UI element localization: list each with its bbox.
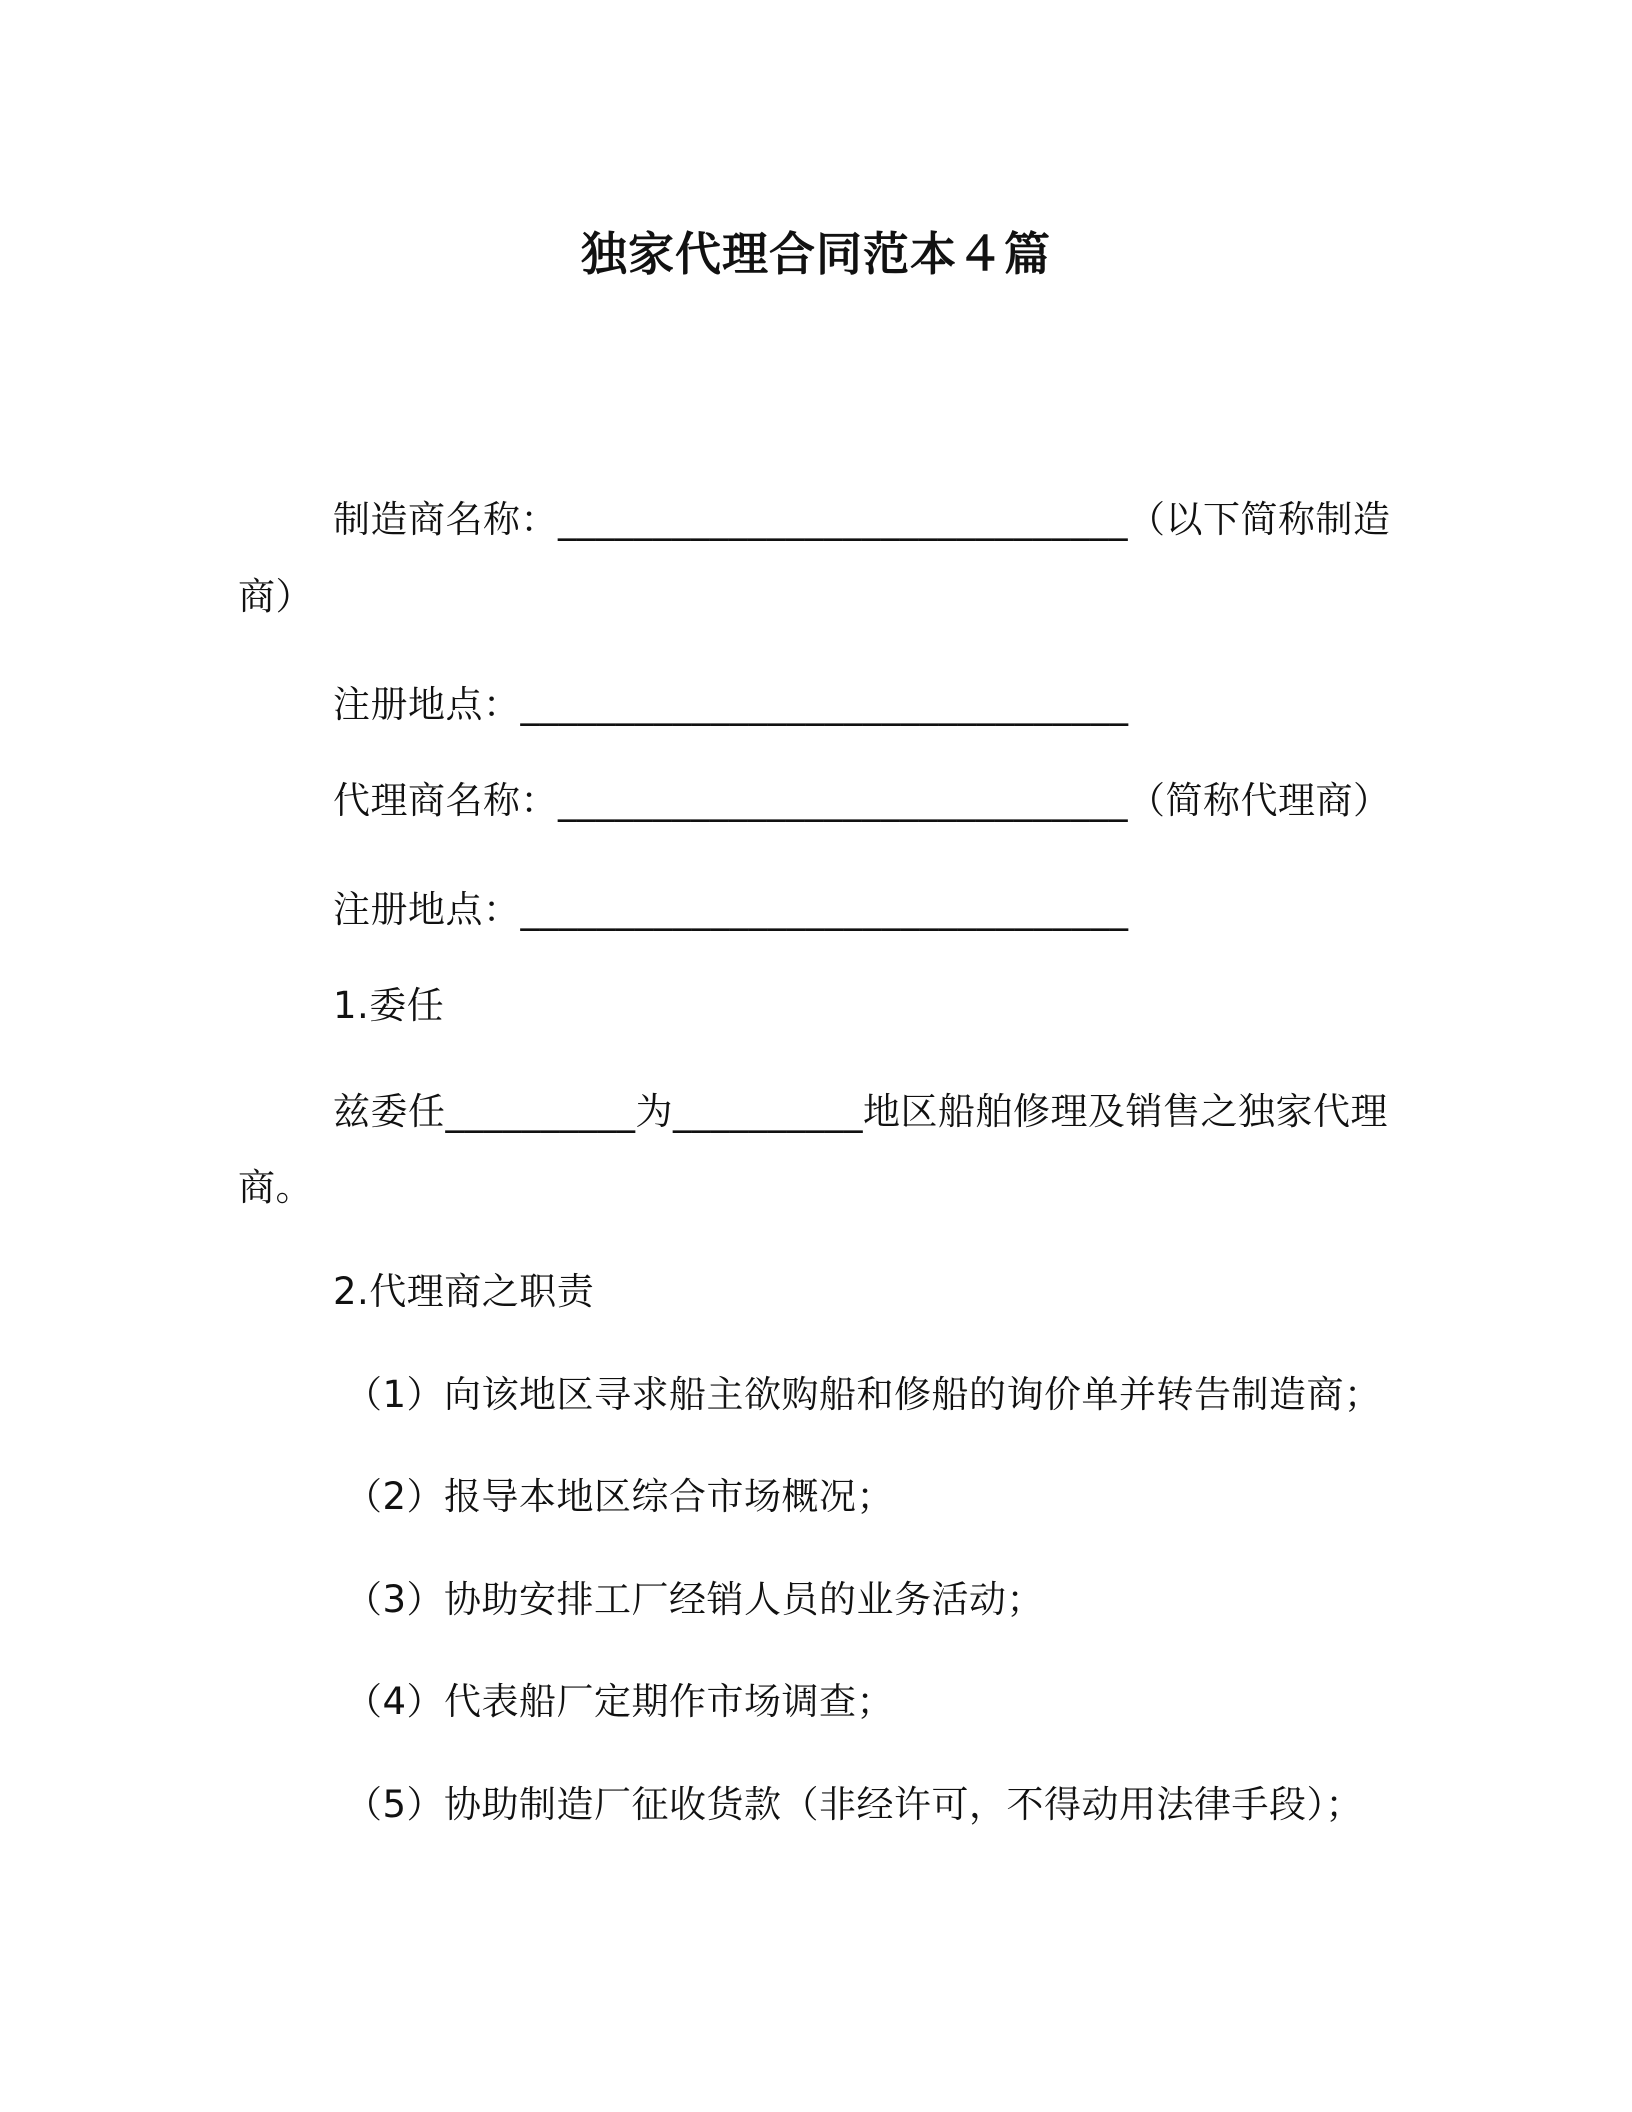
document-title: 独家代理合同范本４篇 bbox=[581, 227, 1051, 281]
agent-address-line: 注册地点：________________________________ bbox=[333, 888, 1129, 931]
appointment-clause: 兹委任__________为__________地区船舶修理及销售之独家代理 bbox=[333, 1090, 1388, 1133]
section-heading-appointment: 1.委任 bbox=[333, 984, 445, 1027]
duty-item-1: （1）向该地区寻求船主欲购船和修船的询价单并转告制造商； bbox=[345, 1373, 1382, 1416]
duty-item-2: （2）报导本地区综合市场概况； bbox=[345, 1475, 895, 1518]
manufacturer-name-line-continued: 商） bbox=[238, 575, 313, 618]
appointment-clause-continued: 商。 bbox=[238, 1166, 313, 1209]
duty-item-5: （5）协助制造厂征收货款（非经许可，不得动用法律手段）； bbox=[345, 1783, 1364, 1826]
duty-item-3: （3）协助安排工厂经销人员的业务活动； bbox=[345, 1578, 1045, 1621]
agent-name-line: 代理商名称：______________________________（简称代理商） bbox=[333, 779, 1391, 822]
duty-item-4: （4）代表船厂定期作市场调查； bbox=[345, 1680, 895, 1723]
section-heading-agent-duties: 2.代理商之职责 bbox=[333, 1270, 595, 1313]
manufacturer-name-line: 制造商名称：______________________________（以下简称制造 bbox=[333, 498, 1391, 541]
manufacturer-address-line: 注册地点：________________________________ bbox=[333, 683, 1129, 726]
